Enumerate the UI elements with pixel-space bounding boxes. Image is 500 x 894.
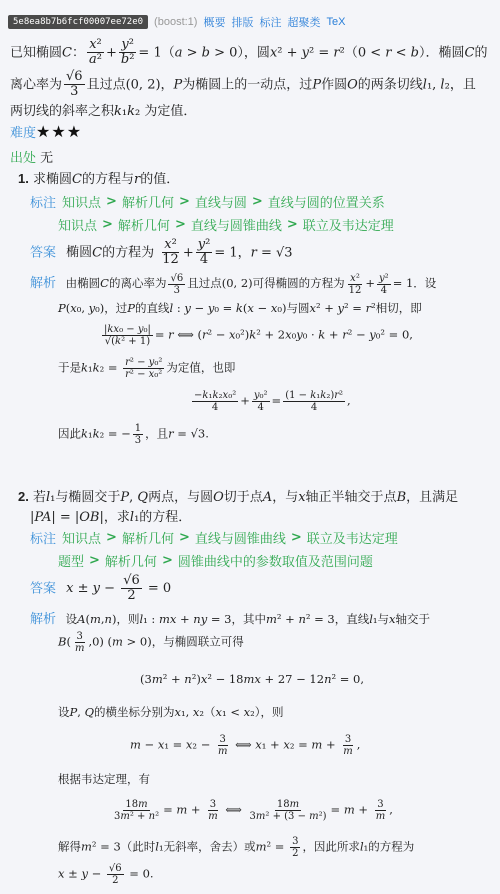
problem-line-2: 离心率为 $\frac{√6}{3}$ 且过点(0, 2)，P为椭圆上的一动点，过P作圆O的两条切线l₁, l₂，且 [10, 69, 476, 100]
problem-id-badge: 5e8ea8b7b6fcf00007ee72e0 [8, 15, 148, 29]
q2-tags: 标注 知识点 > 解析几何 > 直线与圆锥曲线 > 联立及韦达定理 题型 > 解析几何 > 圆锥曲线中的参数取值及范围问题 [30, 530, 398, 570]
link-annotate[interactable]: 标注 [259, 17, 282, 29]
difficulty: 难度★★★ [10, 122, 83, 141]
q2-title-line2: |PA| = |OB|，求l₁的方程． [30, 510, 192, 525]
q1-analysis: 解析 由椭圆C的离心率为 $\frac{√6}{3}$ 且过点(0, 2)可得椭圆的方程为 $\frac{\text{x²}}{12}$ + $\frac{\text{y²}}{4}$ = 1．设 P(x₀, y₀)，过P的直线l : y − y₀ = k(x − x₀)与圆x² + y² = r²相切，即 $\frac{\text{|kx₀ − y₀|}}{\text{√(k² + 1)}}$ = r ⟺ (r² − x₀²)k² + 2x₀y₀ · k + r² − y₀² = 0, 于是k₁k₂ = $\frac{\text{r² − y₀²}}{\text{r² − x₀²}}$ 为定值，也即 $\frac{\text{−k₁k₂x₀²}}{4}$ + $\frac{\text{y₀²}}{4}$ = $\frac{\text{(1 − k₁k₂)r²}}{4}$ , 因此k₁k₂ = − $\frac{1}{3}$ ，且r = √3. [30, 272, 437, 446]
boost-label: (boost:1) [154, 16, 198, 28]
q2-title: 2. 若l₁与椭圆交于P, Q两点，与圆O切于点A，与x轴正半轴交于点B，且满足 [18, 489, 459, 505]
header-bar [8, 12, 345, 32]
link-supercluster[interactable]: 超聚类 [287, 17, 321, 29]
q1-answer: 答案 椭圆C的方程为 $\frac{\text{x²}}{12}$ + $\frac{\text{y²}}{4}$ = 1，r = √3 [30, 237, 293, 268]
source: 出处 无 [10, 151, 54, 166]
q1-title: 1. 求椭圆C的方程与r的值． [18, 171, 180, 187]
problem-line-1: 已知椭圆C： $\frac{\text{x²}}{\text{a²}}$ + $\frac{\text{y²}}{\text{b²}}$ = 1（a > b > 0），圆x² + y² = r²（0 < r < b）．椭圆C的 [10, 37, 488, 68]
q2-analysis: 解析 设A(m,n)，则l₁ : mx + ny = 3，其中m² + n² = 3，直线l₁与x轴交于 B( $\frac{3}{m}$ ,0) (m > 0)，与椭圆联立可得 (3m² + n²)x² − 18mx + 27 − 12n² = 0, 设P, Q的横坐标分别为x₁, x₂（x₁ < x₂），则 m − x₁ = x₂ − $\frac{3}{m}$ ⟺ x₁ + x₂ = m + $\frac{3}{m}$ , 根据韦达定理，有 $\frac{18m}{\text{3m² + n²}}$ = m + $\frac{3}{m}$ ⟺ $\frac{18m}{\text{3m² + (3 − m²)}}$ = m + $\frac{3}{m}$ , 解得m² = 3（此时l₁无斜率，舍去）或m² = $\frac{3}{2}$ ，因此所求l₁的方程为 x ± y − $\frac{√6}{2}$ = 0. [30, 612, 431, 886]
link-overview[interactable]: 概要 [203, 17, 226, 29]
link-tex[interactable]: TeX [326, 16, 346, 28]
tag-link[interactable]: 知识点 [62, 196, 102, 211]
difficulty-stars: ★★★ [36, 122, 83, 141]
q1-tags: 标注 知识点 > 解析几何 > 直线与圆 > 直线与圆的位置关系 知识点 > 解析几何 > 直线与圆锥曲线 > 联立及韦达定理 [30, 194, 394, 234]
problem-line-3: 两切线的斜率之积k₁k₂ 为定值． [10, 104, 197, 119]
link-layout[interactable]: 排版 [231, 17, 254, 29]
q2-answer: 答案 x ± y − $\frac{√6}{2}$ = 0 [30, 573, 172, 604]
